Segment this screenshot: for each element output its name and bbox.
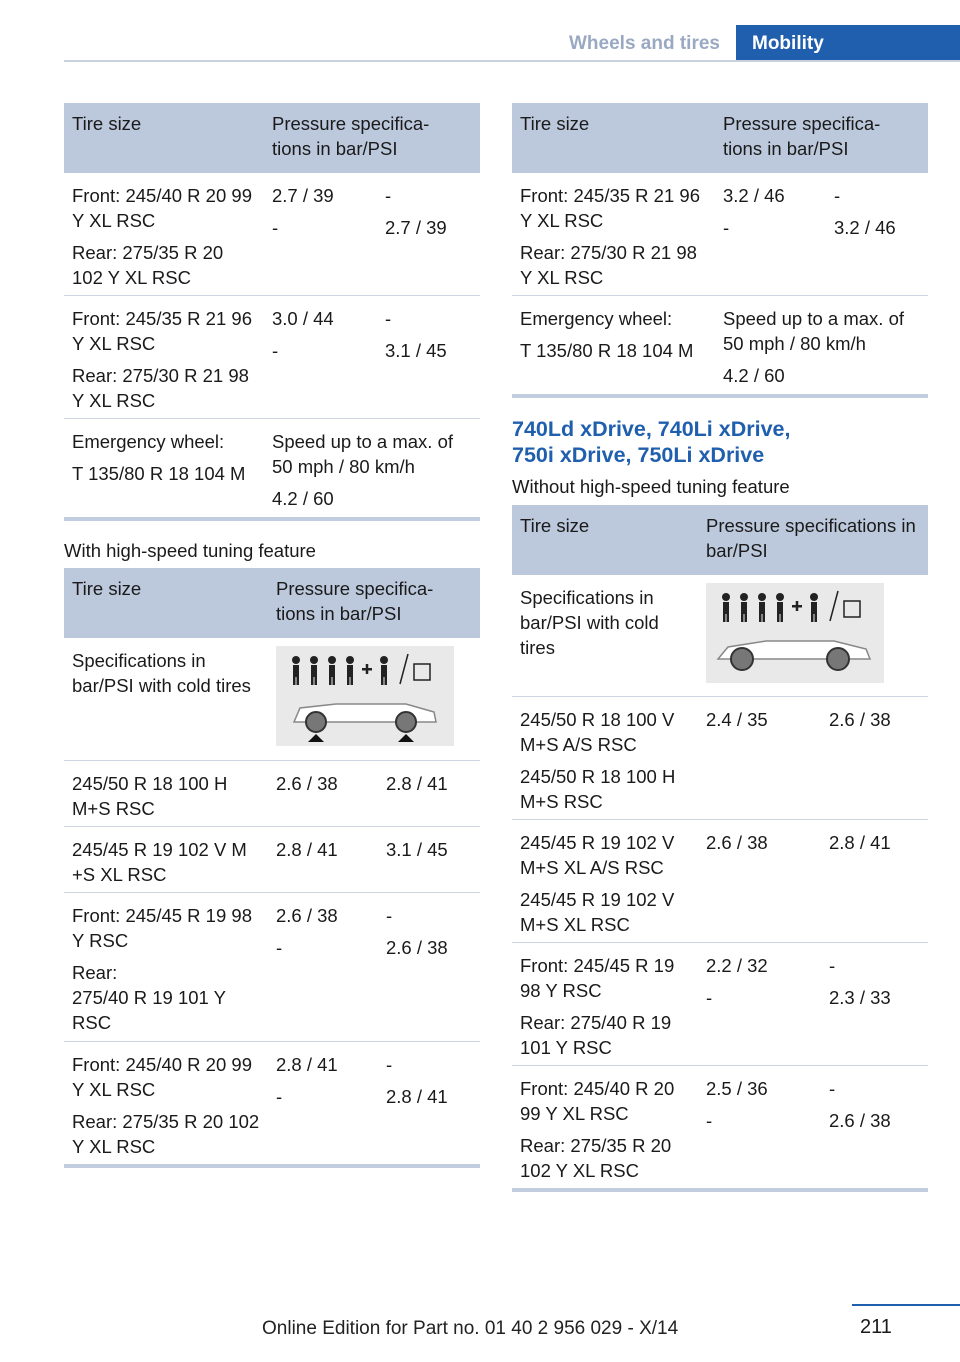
pressure-value: 2.4 / 35 [706, 709, 768, 730]
tire-pressure-table-1 [64, 103, 480, 521]
pressure-value: 2.6 / 38 [829, 709, 891, 730]
pressure-value: - [386, 905, 393, 926]
pressure-value: 2.6 / 38 [386, 937, 448, 958]
col-header-pressure: Pressure specifications in bar/PSI [706, 515, 916, 561]
emergency-spec-cell [264, 419, 480, 517]
speed-limit-note: Speed up to a max. of 50 mph / 80 km/h [723, 308, 905, 354]
col-header-tire-size: Tire size [520, 515, 590, 536]
table-row [512, 820, 928, 943]
subheading-without-high-speed: Without high-speed tuning feature [512, 476, 790, 497]
pressure-cell-1 [264, 173, 377, 295]
pressure-value: 2.2 / 32 [706, 955, 768, 976]
tire-size-cell [64, 761, 268, 826]
tire-rear: Rear: 275/35 R 20 102 Y XL RSC [72, 1111, 260, 1157]
table-row [64, 761, 480, 827]
header-section-title: Wheels and tires [569, 33, 720, 54]
tire-size-cell [64, 893, 268, 1041]
tire-pressure-table-3 [512, 103, 928, 398]
pressure-cell-1 [268, 1042, 378, 1164]
pressure-value: 2.5 / 36 [706, 1078, 768, 1099]
table-header [512, 103, 928, 173]
pressure-cell-2 [377, 296, 480, 418]
tire-size-cell [512, 296, 715, 394]
pressure-value: 2.8 / 41 [829, 832, 891, 853]
tire-size-cell [512, 697, 698, 819]
pressure-value: - [385, 185, 392, 206]
pressure-value: 2.6 / 38 [829, 1110, 891, 1131]
pressure-cell-1 [264, 296, 377, 418]
spec-label-cell: Specifications in bar/PSI with cold tires [520, 587, 659, 658]
table-header [64, 103, 480, 173]
tire-rear: Rear: 275/40 R 19 101 Y RSC [520, 1012, 672, 1058]
tire-size-cell [512, 820, 698, 942]
tire-front: Front: 245/35 R 21 96 Y XL RSC [520, 185, 700, 231]
table-row [64, 173, 480, 296]
table-row [64, 827, 480, 893]
pressure-cell-1 [698, 943, 821, 1065]
pressure-cell-1 [698, 697, 821, 819]
pressure-cell-2 [826, 173, 928, 295]
pressure-value: 2.8 / 41 [386, 773, 448, 794]
pressure-value: 2.7 / 39 [385, 217, 447, 238]
table-end-rule [512, 1188, 928, 1192]
pressure-cell-2 [821, 1066, 928, 1188]
pressure-cell-2 [378, 1042, 480, 1164]
emergency-spec-cell [715, 296, 928, 394]
pressure-value: 3.2 / 46 [834, 217, 896, 238]
pressure-cell-2 [377, 173, 480, 295]
pressure-value: 4.2 / 60 [272, 488, 334, 509]
pressure-cell-1 [698, 820, 821, 942]
vehicle-load-diagram [706, 583, 884, 683]
pressure-value: - [706, 1110, 713, 1131]
tire-size: 245/50 R 18 100 V M+S A/S RSC [520, 709, 675, 755]
load-diagram-cell [698, 575, 928, 696]
tire-size: 245/50 R 18 100 H M+S RSC [72, 773, 228, 819]
pressure-cell-2 [378, 893, 480, 1041]
table-header [512, 505, 928, 575]
tire-size: 245/45 R 19 102 V M+S XL A/S RSC [520, 832, 675, 878]
emergency-wheel-label: Emergency wheel: [520, 308, 673, 329]
table-end-rule [64, 517, 480, 521]
tire-rear: Rear: 275/30 R 21 98 Y XL RSC [72, 365, 249, 411]
emergency-wheel-size: T 135/80 R 18 104 M [520, 340, 694, 361]
tire-size: 245/45 R 19 102 V M +S XL RSC [72, 839, 247, 885]
tire-size-cell [64, 296, 264, 418]
pressure-value: - [829, 1078, 836, 1099]
pressure-value: - [723, 217, 730, 238]
pressure-cell-2 [821, 820, 928, 942]
table-row [64, 419, 480, 517]
header-rule [64, 60, 960, 62]
pressure-cell-1 [268, 761, 378, 826]
table-row [64, 1042, 480, 1164]
tire-front: Front: 245/40 R 20 99 Y XL RSC [520, 1078, 675, 1124]
vehicle-load-icon [706, 583, 884, 683]
tire-front: Front: 245/45 R 19 98 Y RSC [520, 955, 675, 1001]
table-end-rule [64, 1164, 480, 1168]
emergency-wheel-label: Emergency wheel: [72, 431, 225, 452]
tire-size-cell [64, 827, 268, 892]
pressure-value: 3.2 / 46 [723, 185, 785, 206]
pressure-value: - [386, 1054, 393, 1075]
page-number: 211 [860, 1316, 892, 1338]
tire-front: Front: 245/40 R 20 99 Y XL RSC [72, 185, 252, 231]
pressure-value: - [272, 340, 279, 361]
pressure-value: - [276, 937, 283, 958]
col-header-tire-size: Tire size [520, 113, 590, 134]
header-chapter-tab: Mobility [736, 25, 960, 62]
tire-size-cell [512, 1066, 698, 1188]
table-row [512, 575, 928, 697]
col-header-pressure: Pressure specifica- tions in bar/PSI [276, 578, 434, 624]
table-row [64, 893, 480, 1042]
tire-front: Front: 245/40 R 20 99 Y XL RSC [72, 1054, 252, 1100]
pressure-cell-2 [378, 827, 480, 892]
tire-front: Front: 245/35 R 21 96 Y XL RSC [72, 308, 252, 354]
tire-rear: Rear: 275/40 R 19 101 Y RSC [72, 962, 226, 1033]
pressure-value: - [272, 217, 279, 238]
col-header-pressure: Pressure specifica- tions in bar/PSI [723, 113, 881, 159]
tire-size-cell [64, 419, 264, 517]
section-title-740: 740Ld xDrive, 740Li xDrive, 750i xDrive, 750Li xDrive [512, 417, 791, 467]
vehicle-load-icon [276, 646, 454, 746]
tire-rear: Rear: 275/35 R 20 102 Y XL RSC [72, 242, 224, 288]
spec-label-cell: Specifications in bar/PSI with cold tires [72, 650, 251, 696]
pressure-value: 3.0 / 44 [272, 308, 334, 329]
pressure-value: - [385, 308, 392, 329]
emergency-wheel-size: T 135/80 R 18 104 M [72, 463, 246, 484]
pressure-cell-1 [268, 893, 378, 1041]
table-row [512, 296, 928, 394]
pressure-cell-1 [715, 173, 826, 295]
footer-rule [852, 1304, 960, 1306]
pressure-value: 3.1 / 45 [385, 340, 447, 361]
col-header-pressure: Pressure specifica- tions in bar/PSI [272, 113, 430, 159]
pressure-value: 2.3 / 33 [829, 987, 891, 1008]
table-row [512, 697, 928, 820]
table-row [512, 1066, 928, 1188]
col-header-tire-size: Tire size [72, 578, 142, 599]
edition-note: Online Edition for Part no. 01 40 2 956 029 - X/14 [262, 1318, 679, 1339]
pressure-value: 2.6 / 38 [706, 832, 768, 853]
tire-size-cell [512, 173, 715, 295]
pressure-cell-1 [698, 1066, 821, 1188]
pressure-cell-1 [268, 827, 378, 892]
pressure-value: - [276, 1086, 283, 1107]
pressure-value: - [829, 955, 836, 976]
pressure-cell-2 [821, 943, 928, 1065]
speed-limit-note: Speed up to a max. of 50 mph / 80 km/h [272, 431, 454, 477]
pressure-value: - [706, 987, 713, 1008]
tire-size-cell [512, 943, 698, 1065]
pressure-cell-2 [378, 761, 480, 826]
pressure-value: - [834, 185, 841, 206]
tire-size: 245/45 R 19 102 V M+S XL RSC [520, 889, 675, 935]
pressure-cell-2 [821, 697, 928, 819]
pressure-value: 2.6 / 38 [276, 905, 338, 926]
pressure-value: 2.7 / 39 [272, 185, 334, 206]
pressure-value: 4.2 / 60 [723, 365, 785, 386]
tire-rear: Rear: 275/30 R 21 98 Y XL RSC [520, 242, 697, 288]
table-row [64, 638, 480, 761]
tire-front: Front: 245/45 R 19 98 Y RSC [72, 905, 252, 951]
table-end-rule [512, 394, 928, 398]
tire-rear: Rear: 275/35 R 20 102 Y XL RSC [520, 1135, 672, 1181]
vehicle-load-diagram [276, 646, 454, 746]
tire-size-cell [64, 1042, 268, 1164]
pressure-value: 3.1 / 45 [386, 839, 448, 860]
pressure-value: 2.8 / 41 [276, 1054, 338, 1075]
table-header [64, 568, 480, 638]
table-row [64, 296, 480, 419]
col-header-tire-size: Tire size [72, 113, 142, 134]
load-diagram-cell [268, 638, 480, 760]
subheading-high-speed: With high-speed tuning feature [64, 540, 316, 561]
tire-pressure-table-2 [64, 568, 480, 1168]
table-row [512, 173, 928, 296]
pressure-value: 2.8 / 41 [386, 1086, 448, 1107]
tire-size-cell [64, 173, 264, 295]
pressure-value: 2.8 / 41 [276, 839, 338, 860]
table-row [512, 943, 928, 1066]
tire-pressure-table-4 [512, 505, 928, 1192]
tire-size: 245/50 R 18 100 H M+S RSC [520, 766, 676, 812]
pressure-value: 2.6 / 38 [276, 773, 338, 794]
